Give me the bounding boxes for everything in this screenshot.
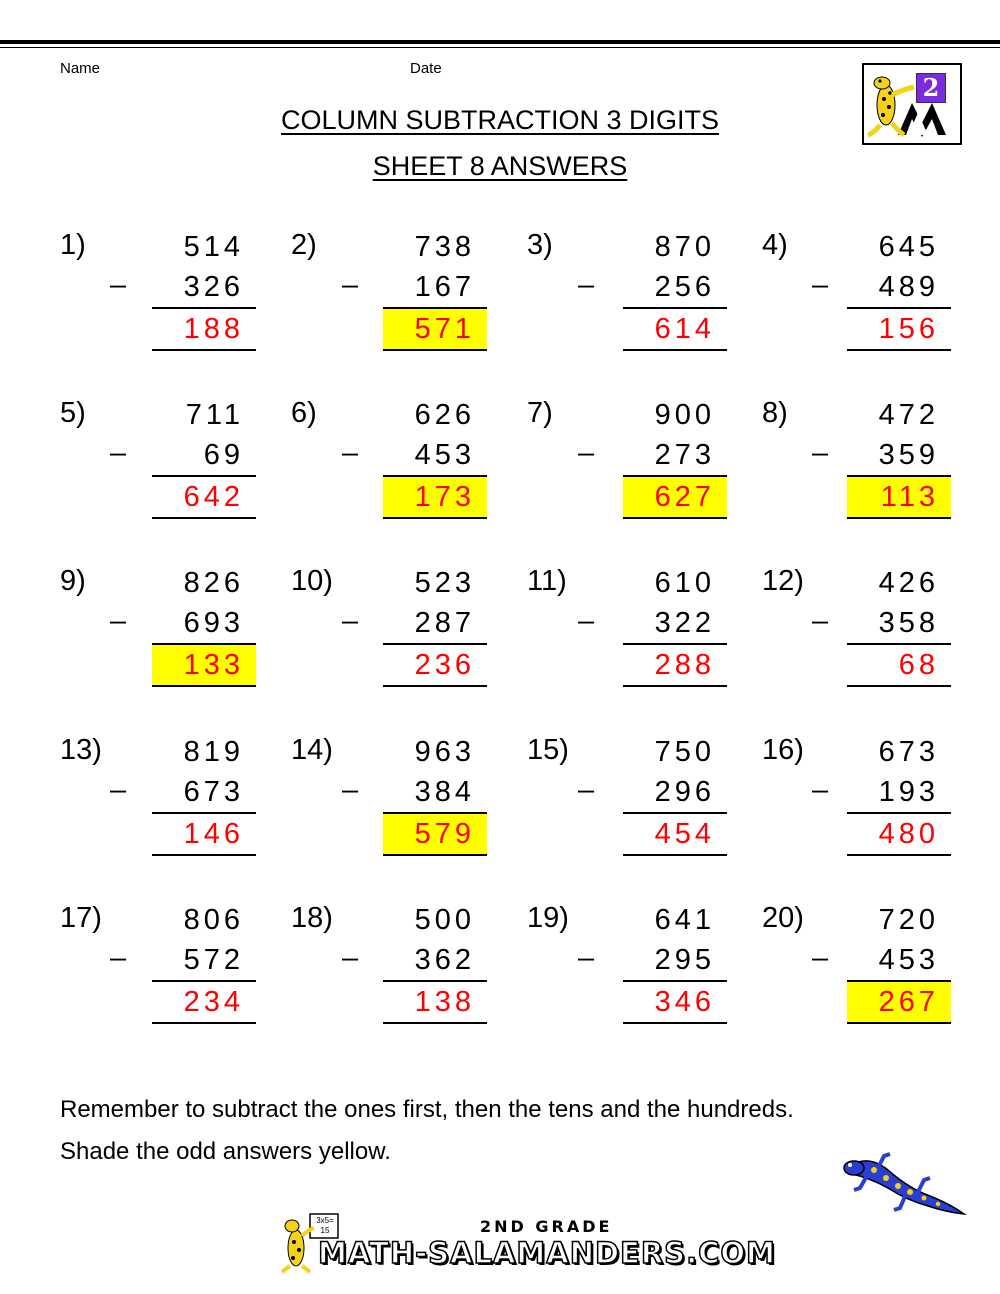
minuend-value: 750: [654, 736, 715, 768]
minuend-value: 673: [878, 736, 939, 768]
answer-underline: [152, 517, 256, 519]
answer-value: 133: [183, 649, 244, 681]
instruction-line-1: Remember to subtract the ones first, then the tens and the hundreds.: [60, 1096, 794, 1123]
answer-value: 188: [183, 313, 244, 345]
minuend-value: 720: [878, 904, 939, 936]
problem-number: 14): [291, 734, 333, 766]
answer-underline: [383, 685, 487, 687]
subtrahend-value: 453: [414, 439, 475, 471]
answer-value: 236: [414, 649, 475, 681]
problem-number: 19): [527, 902, 569, 934]
problem-number: 16): [762, 734, 804, 766]
minuend: [383, 227, 487, 267]
answer-box-shaded: [383, 814, 487, 854]
minuend-value: 819: [183, 736, 244, 768]
answer-value: 480: [878, 818, 939, 850]
answer-underline: [847, 349, 951, 351]
problem-number: 20): [762, 902, 804, 934]
subtrahend: [847, 772, 951, 812]
answer-box: [383, 645, 487, 685]
subtrahend: [847, 940, 951, 980]
minuend-value: 626: [414, 399, 475, 431]
answer-value: 156: [878, 313, 939, 345]
minuend: [623, 563, 727, 603]
answer-box: [383, 982, 487, 1022]
answer-value: 173: [414, 481, 475, 513]
subtrahend-value: 273: [654, 439, 715, 471]
answer-box-shaded: [383, 477, 487, 517]
answer-value: 642: [183, 481, 244, 513]
answer-value: 454: [654, 818, 715, 850]
minuend: [383, 900, 487, 940]
minuend-value: 500: [414, 904, 475, 936]
minuend: [847, 395, 951, 435]
minuend-value: 711: [185, 399, 244, 431]
problem-number: 17): [60, 902, 102, 934]
minus-sign: –: [578, 942, 595, 974]
subtrahend-value: 256: [654, 271, 715, 303]
subtrahend: [152, 772, 256, 812]
answer-box-shaded: [847, 982, 951, 1022]
problem-number: 4): [762, 229, 788, 261]
answer-box: [623, 309, 727, 349]
subtrahend: [152, 267, 256, 307]
minuend-value: 963: [414, 736, 475, 768]
answer-value: 579: [414, 818, 475, 850]
problem-number: 5): [60, 397, 86, 429]
minus-sign: –: [110, 605, 127, 637]
minuend-value: 472: [878, 399, 939, 431]
footer-board-text: 3x5= 15: [316, 1216, 334, 1235]
answer-underline: [623, 517, 727, 519]
minuend: [152, 900, 256, 940]
minuend: [383, 395, 487, 435]
answer-underline: [847, 854, 951, 856]
minus-sign: –: [342, 942, 359, 974]
answer-underline: [383, 517, 487, 519]
subtrahend: [152, 603, 256, 643]
minus-sign: –: [578, 774, 595, 806]
answer-value: 138: [414, 986, 475, 1018]
subtrahend: [152, 435, 256, 475]
answer-underline: [623, 854, 727, 856]
minuend-value: 610: [654, 567, 715, 599]
answer-value: 234: [183, 986, 244, 1018]
subtrahend: [623, 940, 727, 980]
subtrahend-value: 362: [414, 944, 475, 976]
answer-underline: [623, 1022, 727, 1024]
answer-box: [623, 982, 727, 1022]
minus-sign: –: [110, 774, 127, 806]
minuend-value: 826: [183, 567, 244, 599]
subtrahend: [623, 603, 727, 643]
minus-sign: –: [812, 437, 829, 469]
minuend-value: 514: [183, 231, 244, 263]
answer-box-shaded: [623, 477, 727, 517]
answer-underline: [847, 1022, 951, 1024]
subtrahend-value: 453: [878, 944, 939, 976]
answer-underline: [152, 349, 256, 351]
answer-value: 267: [878, 986, 939, 1018]
name-label: Name: [60, 60, 101, 77]
grade-badge: [862, 63, 962, 145]
minus-sign: –: [578, 437, 595, 469]
answer-underline: [383, 1022, 487, 1024]
subtrahend-value: 287: [414, 607, 475, 639]
answer-box: [152, 982, 256, 1022]
grade-number: 2: [916, 73, 946, 103]
minus-sign: –: [342, 437, 359, 469]
answer-value: 346: [654, 986, 715, 1018]
subtrahend: [623, 772, 727, 812]
minuend: [623, 900, 727, 940]
answer-underline: [623, 685, 727, 687]
minus-sign: –: [342, 605, 359, 637]
answer-value: 627: [654, 481, 715, 513]
instruction-line-2: Shade the odd answers yellow.: [60, 1138, 391, 1165]
answer-value: 113: [880, 481, 939, 513]
subtrahend-value: 167: [414, 271, 475, 303]
subtrahend-value: 359: [878, 439, 939, 471]
minuend-value: 870: [654, 231, 715, 263]
subtrahend-value: 193: [878, 776, 939, 808]
minuend-value: 426: [878, 567, 939, 599]
minuend: [623, 227, 727, 267]
minuend-value: 645: [878, 231, 939, 263]
minuend: [847, 732, 951, 772]
problem-number: 18): [291, 902, 333, 934]
minuend: [847, 900, 951, 940]
subtrahend-value: 673: [183, 776, 244, 808]
minuend-value: 641: [654, 904, 715, 936]
subtrahend: [383, 603, 487, 643]
answer-box-shaded: [152, 645, 256, 685]
subtrahend-value: 296: [654, 776, 715, 808]
answer-underline: [152, 685, 256, 687]
problem-number: 1): [60, 229, 86, 261]
minuend: [152, 732, 256, 772]
subtrahend: [152, 940, 256, 980]
minuend: [383, 563, 487, 603]
minuend: [152, 395, 256, 435]
minus-sign: –: [812, 269, 829, 301]
answer-box: [152, 814, 256, 854]
answer-value: 571: [414, 313, 475, 345]
problem-number: 10): [291, 565, 333, 597]
minuend: [847, 563, 951, 603]
answer-box: [152, 477, 256, 517]
problem-number: 12): [762, 565, 804, 597]
answer-box-shaded: [847, 477, 951, 517]
subtrahend-value: 384: [414, 776, 475, 808]
answer-box: [623, 645, 727, 685]
problem-number: 7): [527, 397, 553, 429]
minuend: [152, 563, 256, 603]
worksheet-subtitle: SHEET 8 ANSWERS: [372, 151, 628, 181]
salamander-icon: [838, 1146, 968, 1226]
answer-underline: [152, 854, 256, 856]
answer-underline: [847, 685, 951, 687]
answer-underline: [383, 349, 487, 351]
answer-underline: [152, 1022, 256, 1024]
subtrahend-value: 326: [183, 271, 244, 303]
top-rule: [0, 40, 1000, 44]
answer-value: 614: [654, 313, 715, 345]
answer-value: 288: [654, 649, 715, 681]
minuend-value: 738: [414, 231, 475, 263]
problem-number: 15): [527, 734, 569, 766]
problem-number: 9): [60, 565, 86, 597]
minus-sign: –: [578, 269, 595, 301]
minuend-value: 806: [183, 904, 244, 936]
answer-box: [623, 814, 727, 854]
minus-sign: –: [812, 774, 829, 806]
subtrahend-value: 572: [183, 944, 244, 976]
date-label: Date: [410, 60, 442, 77]
minuend: [152, 227, 256, 267]
subtrahend: [623, 435, 727, 475]
minus-sign: –: [342, 774, 359, 806]
answer-box: [847, 645, 951, 685]
minus-sign: –: [110, 269, 127, 301]
subtrahend: [847, 435, 951, 475]
minus-sign: –: [342, 269, 359, 301]
subtrahend: [623, 267, 727, 307]
subtrahend-value: 322: [654, 607, 715, 639]
answer-underline: [847, 517, 951, 519]
answer-box: [152, 309, 256, 349]
subtrahend-value: 295: [654, 944, 715, 976]
footer-site: MATH-SALAMANDERS.COM: [318, 1236, 776, 1270]
minuend-value: 523: [414, 567, 475, 599]
answer-underline: [623, 349, 727, 351]
minuend: [383, 732, 487, 772]
minus-sign: –: [812, 942, 829, 974]
subtrahend-value: 358: [878, 607, 939, 639]
problem-number: 11): [527, 565, 567, 597]
worksheet-title: COLUMN SUBTRACTION 3 DIGITS: [280, 105, 720, 135]
minus-sign: –: [110, 942, 127, 974]
subtrahend: [383, 940, 487, 980]
subtrahend: [383, 772, 487, 812]
subtrahend-value: 693: [183, 607, 244, 639]
minuend-value: 900: [654, 399, 715, 431]
minus-sign: –: [110, 437, 127, 469]
subtrahend: [847, 267, 951, 307]
subtrahend: [383, 435, 487, 475]
minus-sign: –: [578, 605, 595, 637]
minuend: [623, 395, 727, 435]
minus-sign: –: [812, 605, 829, 637]
subtrahend: [383, 267, 487, 307]
problem-number: 6): [291, 397, 317, 429]
answer-value: 68: [898, 649, 939, 681]
answer-value: 146: [183, 818, 244, 850]
answer-box: [847, 814, 951, 854]
problem-number: 3): [527, 229, 553, 261]
subtrahend-value: 489: [878, 271, 939, 303]
answer-underline: [383, 854, 487, 856]
problem-number: 8): [762, 397, 788, 429]
minuend: [623, 732, 727, 772]
footer-grade: 2ND GRADE: [480, 1217, 613, 1236]
minuend: [847, 227, 951, 267]
answer-box-shaded: [383, 309, 487, 349]
subtrahend-value: 69: [203, 439, 244, 471]
subtrahend: [847, 603, 951, 643]
top-rule-thin: [0, 47, 1000, 48]
answer-box: [847, 309, 951, 349]
problem-number: 13): [60, 734, 102, 766]
problem-number: 2): [291, 229, 317, 261]
